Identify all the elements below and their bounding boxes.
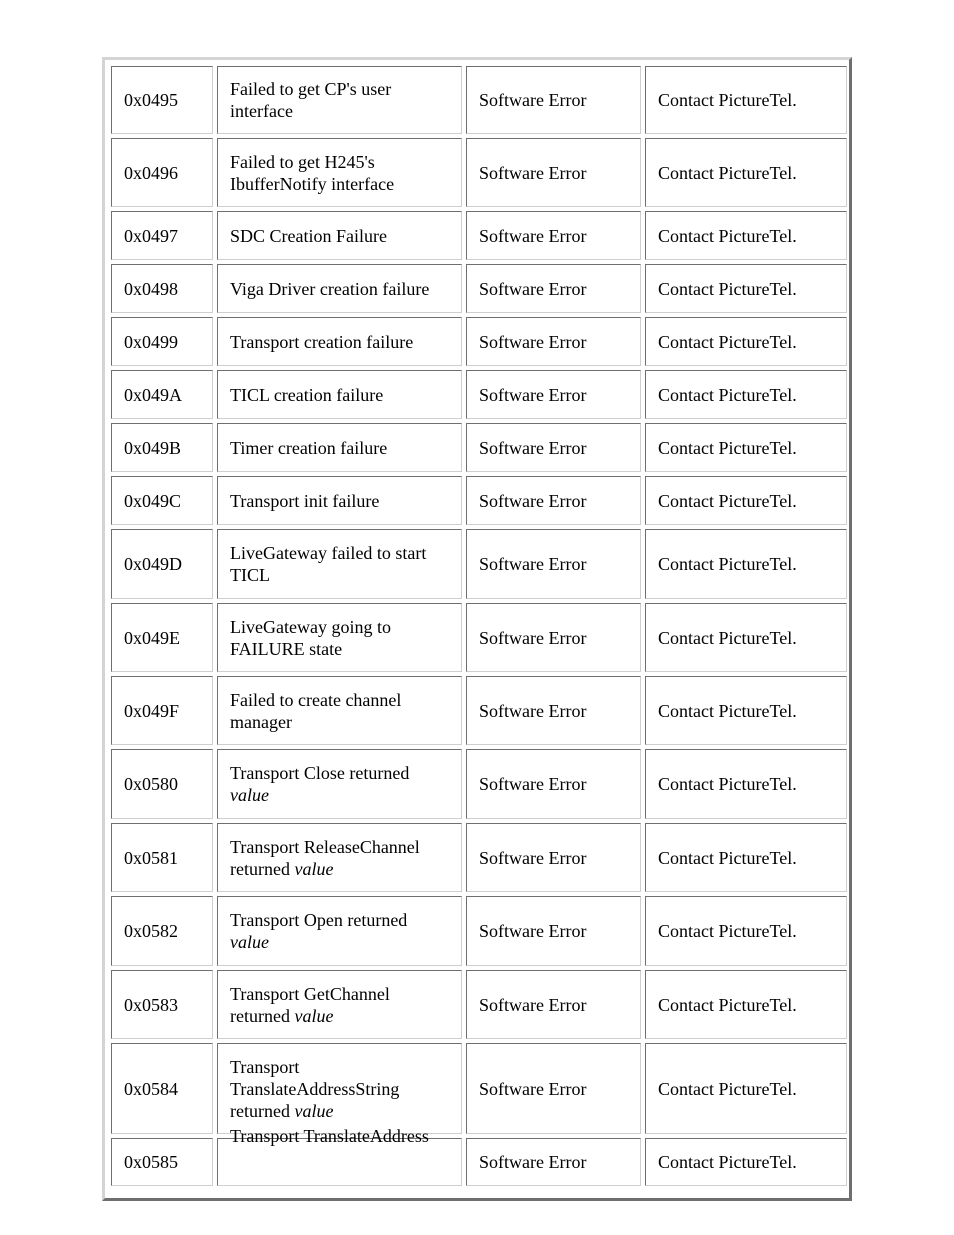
description-text: Transport TranslateAddress	[230, 1126, 429, 1146]
error-description-cell	[217, 970, 462, 1039]
action-cell: Contact PictureTel.	[645, 603, 847, 672]
description-text: Transport Open returned	[230, 910, 408, 930]
error-description-cell	[217, 1043, 462, 1134]
error-code-cell: 0x049D	[111, 529, 213, 599]
error-code-cell: 0x049F	[111, 676, 213, 745]
error-code-table	[107, 62, 851, 1190]
table-row	[111, 749, 847, 819]
action-cell: Contact PictureTel.	[645, 317, 847, 366]
clipped-description	[230, 1126, 449, 1185]
action-cell: Contact PictureTel.	[645, 264, 847, 313]
error-code-cell: 0x0580	[111, 749, 213, 819]
error-code-cell: 0x0497	[111, 211, 213, 260]
action-cell: Contact PictureTel.	[645, 749, 847, 819]
error-code-cell: 0x0495	[111, 66, 213, 134]
error-type-cell: Software Error	[466, 970, 641, 1039]
error-description-cell	[217, 749, 462, 819]
action-cell: Contact PictureTel.	[645, 676, 847, 745]
description-italic-text: value	[230, 932, 269, 952]
action-cell: Contact PictureTel.	[645, 823, 847, 892]
error-description-cell	[217, 823, 462, 892]
table-row	[111, 138, 847, 207]
error-code-cell: 0x049A	[111, 370, 213, 419]
action-cell: Contact PictureTel.	[645, 970, 847, 1039]
table-row	[111, 529, 847, 599]
error-code-cell: 0x0496	[111, 138, 213, 207]
table-row	[111, 423, 847, 472]
table-row	[111, 1043, 847, 1134]
description-text: LiveGateway failed to start TICL	[230, 543, 427, 585]
table-row	[111, 264, 847, 313]
error-code-cell: 0x049C	[111, 476, 213, 525]
error-type-cell: Software Error	[466, 603, 641, 672]
table-row	[111, 476, 847, 525]
error-description-cell	[217, 676, 462, 745]
error-description-cell	[217, 317, 462, 366]
error-description-cell	[217, 603, 462, 672]
action-cell: Contact PictureTel.	[645, 1138, 847, 1186]
description-text: Transport creation failure	[230, 331, 414, 352]
error-type-cell: Software Error	[466, 264, 641, 313]
description-text: Transport TranslateAddressString returned	[230, 1056, 400, 1121]
error-type-cell: Software Error	[466, 676, 641, 745]
table-row	[111, 66, 847, 134]
description-italic-text: value	[294, 858, 334, 879]
description-text: LiveGateway going to FAILURE state	[230, 616, 391, 659]
error-description-cell	[217, 1126, 462, 1186]
error-type-cell: Software Error	[466, 1138, 641, 1186]
description-italic-text: value	[294, 1100, 334, 1121]
description-text: Viga Driver creation failure	[230, 278, 430, 299]
description-text: Transport GetChannel returned	[230, 983, 390, 1026]
error-type-cell: Software Error	[466, 423, 641, 472]
error-type-cell: Software Error	[466, 896, 641, 966]
action-cell: Contact PictureTel.	[645, 896, 847, 966]
description-text: Timer creation failure	[230, 437, 388, 458]
error-code-cell: 0x0581	[111, 823, 213, 892]
description-text: TICL creation failure	[230, 384, 384, 405]
error-description-cell	[217, 211, 462, 260]
error-code-cell: 0x0585	[111, 1138, 213, 1186]
error-type-cell: Software Error	[466, 370, 641, 419]
error-code-cell: 0x0499	[111, 317, 213, 366]
table-row	[111, 211, 847, 260]
error-type-cell: Software Error	[466, 529, 641, 599]
table-row	[111, 317, 847, 366]
error-type-cell: Software Error	[466, 823, 641, 892]
error-code-cell: 0x0583	[111, 970, 213, 1039]
action-cell: Contact PictureTel.	[645, 423, 847, 472]
error-code-cell: 0x0584	[111, 1043, 213, 1134]
action-cell: Contact PictureTel.	[645, 138, 847, 207]
error-description-cell	[217, 529, 462, 599]
error-type-cell: Software Error	[466, 749, 641, 819]
error-type-cell: Software Error	[466, 66, 641, 134]
description-italic-text: value	[230, 785, 269, 805]
error-description-cell	[217, 138, 462, 207]
error-code-cell: 0x049E	[111, 603, 213, 672]
description-text: Transport init failure	[230, 490, 380, 511]
action-cell: Contact PictureTel.	[645, 66, 847, 134]
error-description-cell	[217, 896, 462, 966]
error-code-cell: 0x0498	[111, 264, 213, 313]
error-type-cell: Software Error	[466, 138, 641, 207]
table-row	[111, 823, 847, 892]
action-cell: Contact PictureTel.	[645, 529, 847, 599]
table-row	[111, 896, 847, 966]
action-cell: Contact PictureTel.	[645, 1043, 847, 1134]
description-text: Failed to get CP's user interface	[230, 79, 392, 121]
action-cell: Contact PictureTel.	[645, 211, 847, 260]
action-cell: Contact PictureTel.	[645, 370, 847, 419]
description-text: Failed to get H245's IbufferNotify interface	[230, 151, 395, 194]
error-code-cell: 0x0582	[111, 896, 213, 966]
error-description-cell	[217, 264, 462, 313]
error-code-cell: 0x049B	[111, 423, 213, 472]
table-row	[111, 970, 847, 1039]
error-description-cell	[217, 476, 462, 525]
error-type-cell: Software Error	[466, 1043, 641, 1134]
description-text: SDC Creation Failure	[230, 225, 387, 246]
table-row	[111, 370, 847, 419]
table-row	[111, 603, 847, 672]
error-description-cell	[217, 423, 462, 472]
description-text: Failed to create channel manager	[230, 689, 402, 732]
error-description-cell	[217, 66, 462, 134]
error-code-table-frame	[102, 57, 852, 1201]
description-italic-text: value	[294, 1005, 334, 1026]
table-row	[111, 1138, 847, 1186]
error-description-cell	[217, 370, 462, 419]
description-text: Transport Close returned	[230, 763, 410, 783]
error-type-cell: Software Error	[466, 476, 641, 525]
description-text: Transport ReleaseChannel returned	[230, 836, 420, 879]
table-row	[111, 676, 847, 745]
error-type-cell: Software Error	[466, 317, 641, 366]
error-type-cell: Software Error	[466, 211, 641, 260]
action-cell: Contact PictureTel.	[645, 476, 847, 525]
